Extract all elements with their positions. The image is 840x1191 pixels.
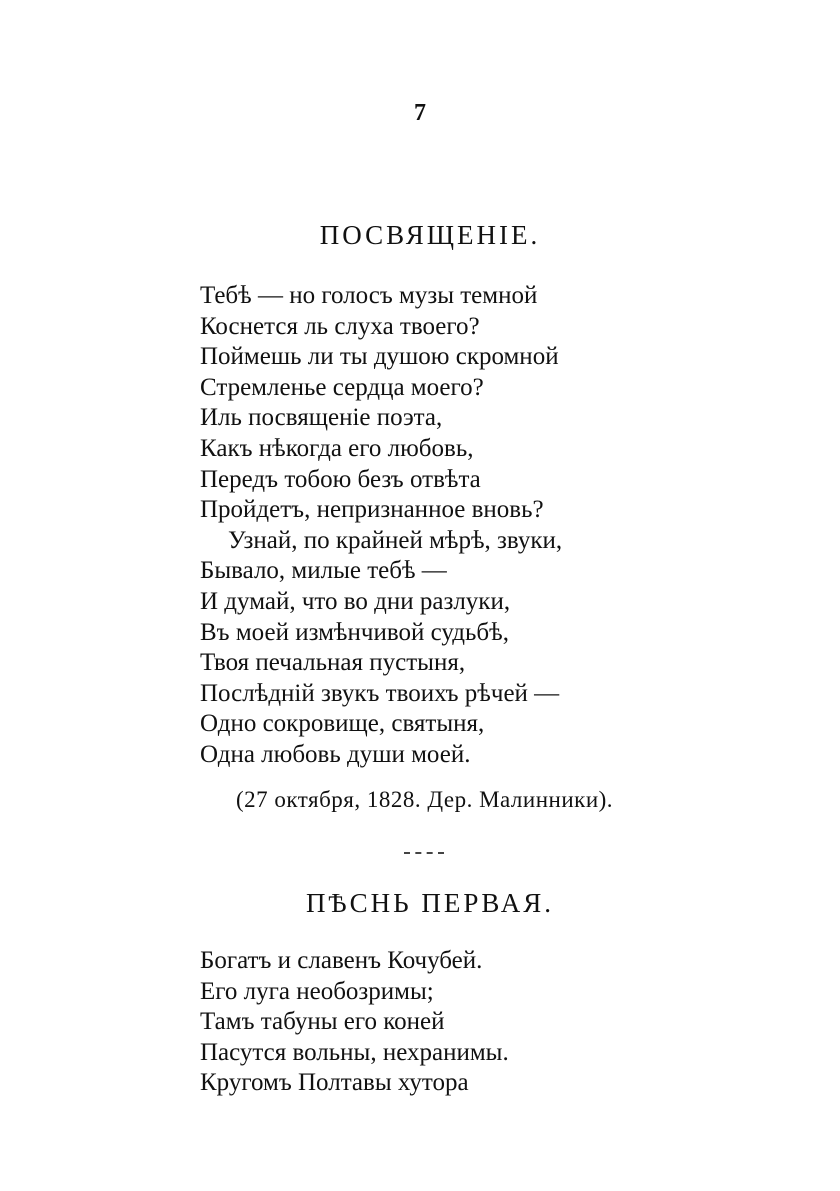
poem-line: Пасутся вольны, нехранимы. (200, 1038, 509, 1066)
dateline: (27 октября, 1828. Дер. Малинники). (236, 787, 614, 812)
poem-line: Одно сокровище, святыня, (200, 710, 485, 738)
poem-line: Иль посвященiе поэта, (200, 404, 443, 432)
dedication-stanza (200, 281, 800, 771)
poem-line: Тамъ табуны его коней (200, 1008, 445, 1036)
canto-stanza (200, 946, 800, 1099)
poem-line: И думай, что во дни разлуки, (200, 587, 511, 615)
poem-line: Передъ тобою безъ отвѣта (200, 465, 481, 493)
poem-line: Поймешь ли ты душою скромной (200, 343, 559, 371)
poem-line: Его луга необозримы; (200, 977, 434, 1005)
poem-line: Кругомъ Полтавы хутора (200, 1069, 469, 1097)
poem-line: Одна любовь души моей. (200, 740, 471, 768)
poem-line: Богатъ и славенъ Кочубей. (200, 947, 483, 974)
poem-line: Коснется ль слуха твоего? (200, 312, 480, 340)
page-number: 7 (414, 100, 426, 126)
canto-title: ПѢСНЬ ПЕРВАЯ. (306, 888, 554, 918)
poem-line: Узнай, по крайней мѣрѣ, звуки, (228, 526, 563, 554)
poem-line: Пройдетъ, непризнанное вновь? (200, 496, 544, 524)
dedication-title: ПОСВЯЩЕНIЕ. (319, 220, 541, 250)
poem-line: Бывало, милые тебѣ — (200, 557, 447, 585)
poem-line: Въ моей измѣнчивой судьбѣ, (200, 618, 509, 646)
poem-line: Какъ нѣкогда его любовь, (200, 434, 474, 462)
section-separator (404, 852, 444, 854)
poem-line: Послѣднiй звукъ твоихъ рѣчей — (200, 679, 560, 707)
poem-line: Тебѣ — но голосъ музы темной (200, 282, 538, 309)
poem-line: Стремленье сердца моего? (200, 373, 484, 401)
poem-line: Твоя печальная пустыня, (200, 649, 466, 677)
